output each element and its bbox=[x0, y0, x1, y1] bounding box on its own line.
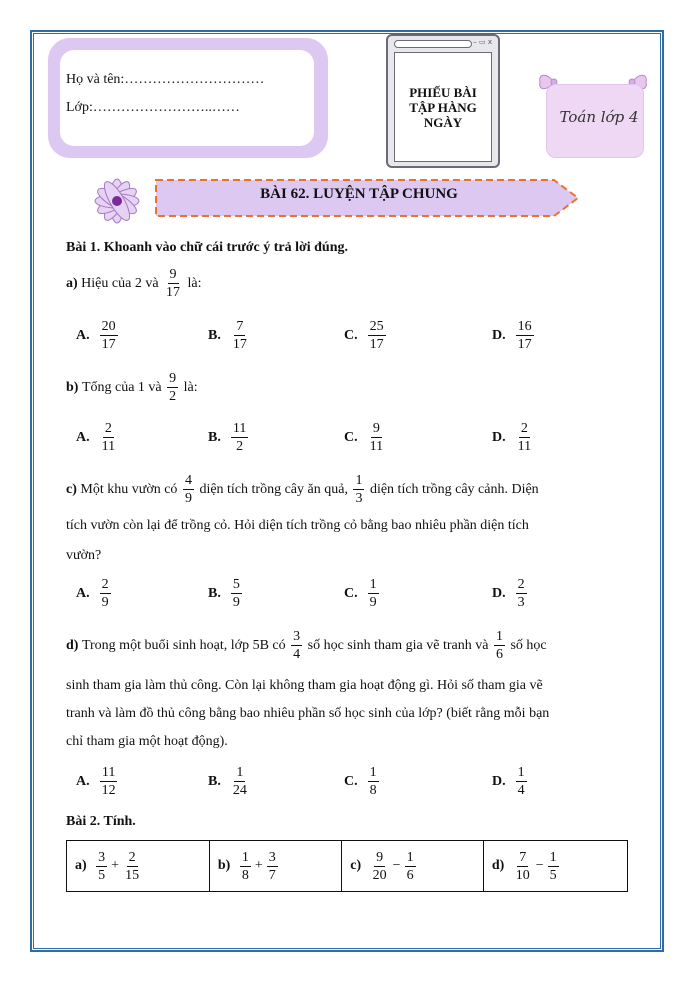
denominator: 5 bbox=[98, 867, 106, 883]
denominator: 3 bbox=[517, 595, 525, 610]
denominator: 7 bbox=[268, 867, 276, 883]
denominator: 20 bbox=[372, 867, 387, 883]
question-text: số học bbox=[510, 637, 547, 653]
worksheet-title-window bbox=[386, 34, 500, 168]
denominator: 24 bbox=[232, 783, 247, 798]
denominator: 17 bbox=[369, 337, 384, 352]
fraction bbox=[516, 318, 534, 353]
option-c-D[interactable] bbox=[492, 576, 529, 611]
option-b-B[interactable] bbox=[208, 420, 250, 455]
option-letter: C. bbox=[344, 585, 358, 601]
numerator: 5 bbox=[232, 577, 240, 592]
option-letter: D. bbox=[492, 429, 506, 445]
option-b-C[interactable] bbox=[344, 420, 387, 455]
option-letter: D. bbox=[492, 327, 506, 343]
numerator: 2 bbox=[101, 577, 109, 592]
numerator: 1 bbox=[241, 849, 249, 865]
numerator: 25 bbox=[369, 319, 384, 334]
numerator: 1 bbox=[236, 765, 244, 780]
numerator: 3 bbox=[98, 849, 106, 865]
calc-cell-c[interactable] bbox=[342, 841, 484, 892]
denominator: 4 bbox=[517, 783, 525, 798]
numerator: 1 bbox=[369, 577, 377, 592]
option-d-D[interactable] bbox=[492, 764, 529, 799]
numerator: 9 bbox=[372, 421, 380, 436]
numerator: 1 bbox=[517, 765, 525, 780]
denominator: 15 bbox=[125, 867, 140, 883]
fraction bbox=[123, 849, 141, 884]
fraction bbox=[514, 849, 532, 884]
fraction bbox=[516, 420, 533, 455]
question-text: vườn? bbox=[66, 548, 102, 563]
question-text: Một khu vườn có bbox=[80, 481, 178, 497]
option-a-B[interactable] bbox=[208, 318, 251, 353]
option-a-D[interactable] bbox=[492, 318, 536, 353]
numerator: 1 bbox=[549, 849, 557, 865]
denominator: 2 bbox=[236, 439, 244, 454]
option-a-A[interactable] bbox=[76, 318, 120, 353]
fraction bbox=[100, 318, 118, 353]
numerator: 16 bbox=[517, 319, 532, 334]
question-d bbox=[66, 628, 636, 663]
calc-label: d) bbox=[491, 858, 505, 873]
fraction bbox=[368, 318, 386, 353]
denominator: 17 bbox=[166, 285, 181, 300]
denominator: 9 bbox=[101, 595, 109, 610]
denominator: 6 bbox=[495, 647, 503, 662]
denominator: 3 bbox=[355, 491, 363, 506]
fraction bbox=[231, 764, 249, 799]
question-text: Tổng của 1 và bbox=[81, 379, 162, 395]
denominator: 9 bbox=[184, 491, 192, 506]
option-letter: B. bbox=[208, 429, 221, 445]
operator: − bbox=[392, 858, 401, 873]
fraction bbox=[405, 849, 416, 884]
denominator: 10 bbox=[515, 867, 530, 883]
numerator: 1 bbox=[406, 849, 414, 865]
question-text: tích vườn còn lại để trồng cỏ. Hỏi diện tích trồng cỏ bằng bao nhiêu phần diện tích bbox=[66, 518, 529, 533]
question-text: chỉ tham gia một hoạt động). bbox=[66, 734, 228, 749]
numerator: 11 bbox=[232, 421, 247, 436]
calc-cell-a[interactable] bbox=[67, 841, 210, 892]
option-c-B[interactable] bbox=[208, 576, 244, 611]
denominator: 8 bbox=[369, 783, 377, 798]
option-letter: B. bbox=[208, 327, 221, 343]
fraction bbox=[231, 420, 248, 455]
option-letter: D. bbox=[492, 773, 506, 789]
denominator: 5 bbox=[549, 867, 557, 883]
fraction bbox=[100, 764, 118, 799]
option-letter: A. bbox=[76, 773, 90, 789]
fraction bbox=[368, 576, 379, 611]
denominator: 4 bbox=[293, 647, 301, 662]
fraction bbox=[164, 266, 182, 301]
numerator: 2 bbox=[104, 421, 112, 436]
fraction bbox=[267, 849, 278, 884]
exercise-2-title: Bài 2. Tính. bbox=[66, 814, 136, 829]
question-text: số học sinh tham gia vẽ tranh và bbox=[307, 637, 489, 653]
question-text: diện tích trồng cây cảnh. Diện bbox=[369, 481, 539, 497]
option-d-B[interactable] bbox=[208, 764, 251, 799]
question-text: sinh tham gia làm thủ công. Còn lại không tham gia hoạt động gì. Hỏi số tham gia vẽ bbox=[66, 678, 543, 693]
fraction bbox=[100, 420, 117, 455]
numerator: 3 bbox=[268, 849, 276, 865]
numerator: 1 bbox=[369, 765, 377, 780]
fraction bbox=[368, 764, 379, 799]
subject-label: Toán lớp 4 bbox=[559, 108, 639, 126]
fraction bbox=[371, 849, 389, 884]
calc-label: c) bbox=[350, 858, 362, 873]
option-b-A[interactable] bbox=[76, 420, 119, 455]
numerator: 9 bbox=[376, 849, 384, 865]
numerator: 20 bbox=[101, 319, 116, 334]
question-c bbox=[66, 472, 636, 507]
calculation-table bbox=[66, 840, 628, 892]
window-address-bar bbox=[394, 40, 472, 48]
numerator: 2 bbox=[520, 421, 528, 436]
fraction bbox=[353, 472, 364, 507]
fraction bbox=[368, 420, 385, 455]
question-a bbox=[66, 266, 636, 301]
denominator: 11 bbox=[101, 439, 116, 454]
denominator: 17 bbox=[517, 337, 532, 352]
option-d-C[interactable] bbox=[344, 764, 381, 799]
numerator: 3 bbox=[293, 629, 301, 644]
option-a-C[interactable] bbox=[344, 318, 388, 353]
question-label: d) bbox=[66, 637, 79, 653]
denominator: 2 bbox=[169, 389, 177, 404]
numerator: 1 bbox=[495, 629, 503, 644]
flower-icon bbox=[82, 172, 152, 230]
numerator: 7 bbox=[519, 849, 527, 865]
question-text: là: bbox=[187, 275, 202, 291]
name-line: Họ và tên:………………………… bbox=[66, 72, 265, 87]
calc-label: b) bbox=[217, 858, 231, 873]
question-b bbox=[66, 370, 636, 405]
denominator: 8 bbox=[241, 867, 249, 883]
calc-label: a) bbox=[75, 858, 87, 873]
question-text: tranh và làm đồ thủ công bằng bao nhiêu phần số học sinh của lớp? (biết rằng mỗi bạn bbox=[66, 706, 550, 721]
option-b-D[interactable] bbox=[492, 420, 535, 455]
question-label: b) bbox=[66, 379, 79, 395]
fraction bbox=[291, 628, 302, 663]
operator: − bbox=[535, 858, 544, 873]
fraction bbox=[183, 472, 194, 507]
option-letter: C. bbox=[344, 429, 358, 445]
option-letter: A. bbox=[76, 429, 90, 445]
exercise-1-title: Bài 1. Khoanh vào chữ cái trước ý trả lời đúng. bbox=[66, 240, 348, 255]
numerator: 4 bbox=[184, 473, 192, 488]
fraction bbox=[516, 576, 527, 611]
fraction bbox=[494, 628, 505, 663]
numerator: 2 bbox=[128, 849, 136, 865]
operator: + bbox=[111, 858, 120, 873]
calc-cell-d[interactable] bbox=[483, 841, 627, 892]
question-text: diện tích trồng cây ăn quả, bbox=[199, 481, 348, 497]
numerator: 9 bbox=[169, 371, 177, 386]
fraction bbox=[516, 764, 527, 799]
option-letter: A. bbox=[76, 585, 90, 601]
option-letter: D. bbox=[492, 585, 506, 601]
option-c-C[interactable] bbox=[344, 576, 381, 611]
fraction bbox=[231, 318, 249, 353]
question-label: c) bbox=[66, 481, 77, 497]
window-controls: – ▭ x bbox=[473, 38, 492, 46]
question-text: Trong một buổi sinh hoạt, lớp 5B có bbox=[81, 637, 286, 653]
worksheet-title: PHIẾU BÀI TẬP HÀNG NGÀY bbox=[394, 52, 492, 162]
denominator: 9 bbox=[369, 595, 377, 610]
question-text: Hiệu của 2 và bbox=[81, 275, 159, 291]
fraction bbox=[240, 849, 251, 884]
fraction bbox=[167, 370, 178, 405]
fraction bbox=[96, 849, 107, 884]
numerator: 1 bbox=[355, 473, 363, 488]
option-d-A[interactable] bbox=[76, 764, 120, 799]
calc-cell-b[interactable] bbox=[209, 841, 341, 892]
numerator: 11 bbox=[101, 765, 116, 780]
operator: + bbox=[254, 858, 263, 873]
numerator: 7 bbox=[236, 319, 244, 334]
option-letter: C. bbox=[344, 773, 358, 789]
fraction bbox=[100, 576, 111, 611]
question-text: là: bbox=[183, 379, 198, 395]
lesson-title: BÀI 62. LUYỆN TẬP CHUNG bbox=[260, 186, 458, 202]
denominator: 6 bbox=[406, 867, 414, 883]
denominator: 9 bbox=[232, 595, 240, 610]
option-c-A[interactable] bbox=[76, 576, 113, 611]
student-info-inner bbox=[60, 50, 314, 146]
option-letter: C. bbox=[344, 327, 358, 343]
denominator: 11 bbox=[369, 439, 384, 454]
question-label: a) bbox=[66, 275, 78, 291]
class-line: Lớp:……………………..…… bbox=[66, 100, 240, 115]
numerator: 2 bbox=[517, 577, 525, 592]
denominator: 11 bbox=[517, 439, 532, 454]
option-letter: B. bbox=[208, 773, 221, 789]
option-letter: B. bbox=[208, 585, 221, 601]
fraction bbox=[548, 849, 559, 884]
option-letter: A. bbox=[76, 327, 90, 343]
denominator: 17 bbox=[101, 337, 116, 352]
denominator: 12 bbox=[101, 783, 116, 798]
numerator: 9 bbox=[169, 267, 177, 282]
fraction bbox=[231, 576, 242, 611]
denominator: 17 bbox=[232, 337, 247, 352]
